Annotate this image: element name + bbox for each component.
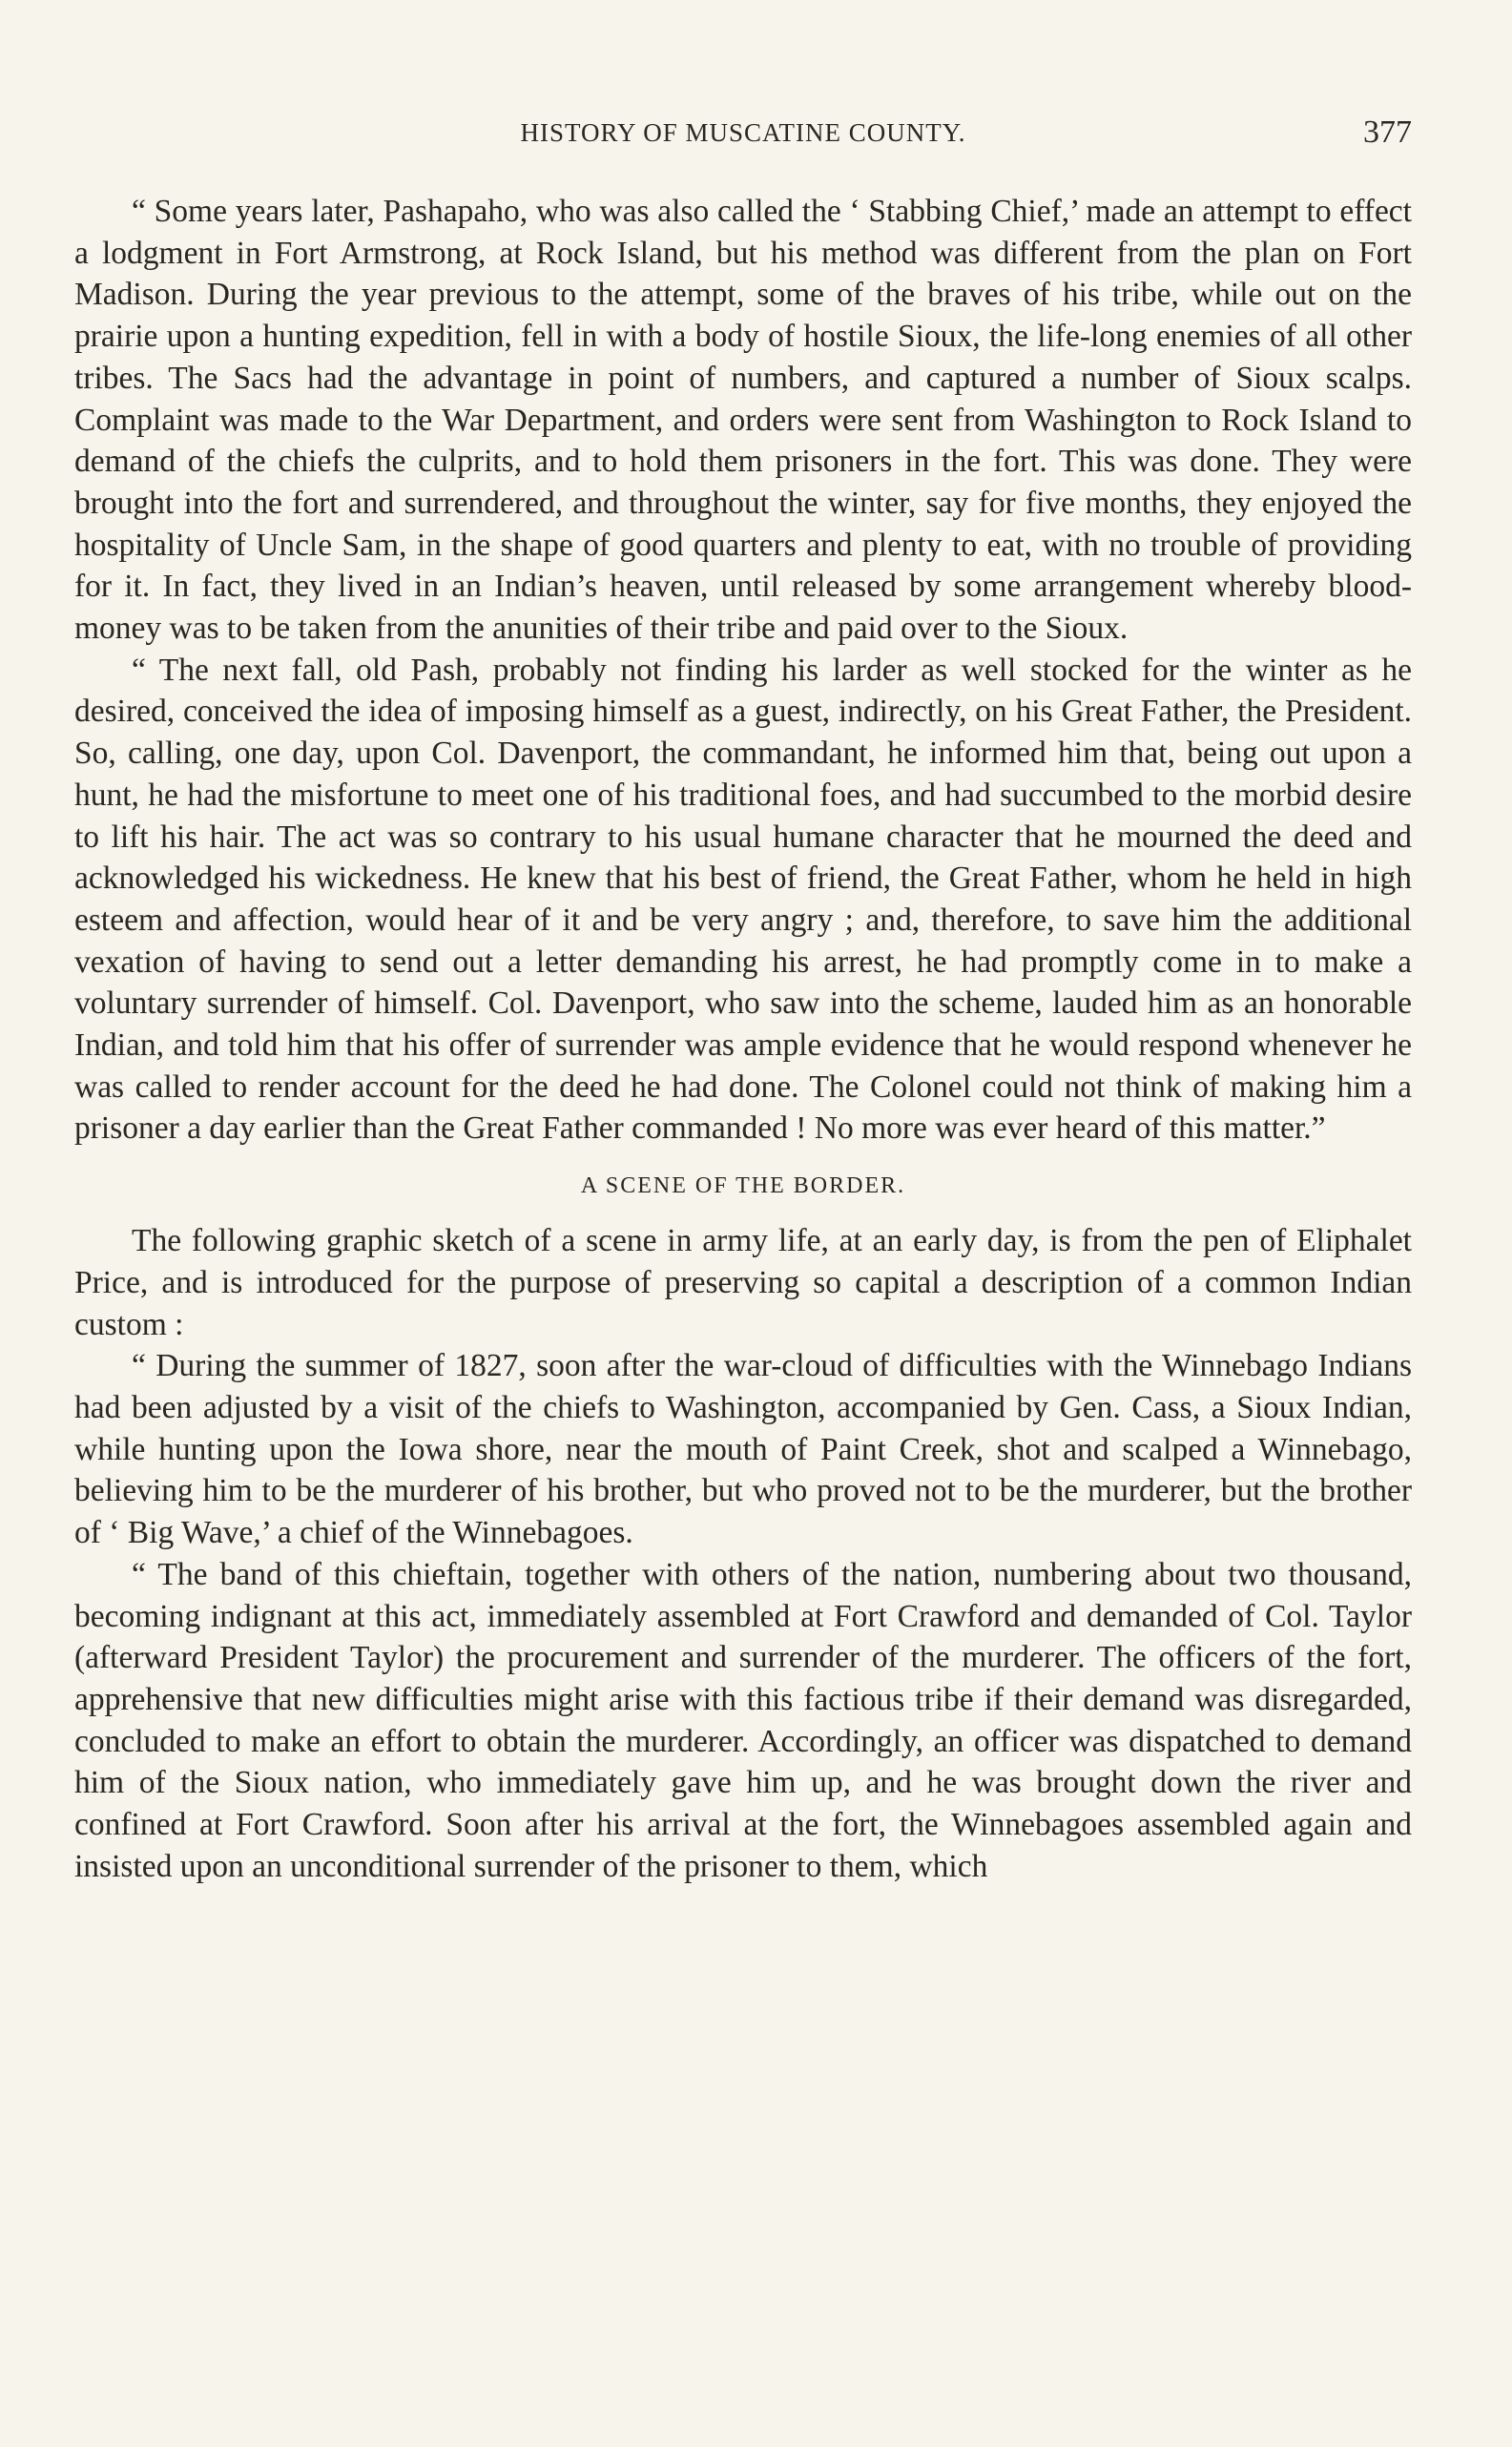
page-number: 377	[1363, 114, 1412, 150]
page-body	[74, 191, 1412, 1887]
paragraph: “ During the summer of 1827, soon after the war-cloud of difficulties with the Winnebago Indians had been adjusted by a visit of the chiefs to Washington, accompanied by Gen. Cass, a Sioux Indian, while hunting upon the Iowa shore, near the mouth of Paint Creek, shot and scalped a Winnebago, believing him to be the murderer of his brother, but who proved not to be the murderer, but the brother of ‘ Big Wave,’ a chief of the Winnebagoes.	[74, 1348, 1412, 1551]
paragraph: The following graphic sketch of a scene in army life, at an early day, is from the pen of Eliphalet Price, and is introduced for the purpose of preserving so capital a description of a common Indian custom :	[74, 1223, 1412, 1342]
book-page	[74, 0, 1412, 2447]
running-title: HISTORY OF MUSCATINE COUNTY.	[520, 118, 966, 147]
page-header	[74, 114, 1412, 162]
section-heading: A SCENE OF THE BORDER.	[580, 1173, 906, 1199]
paragraph: “ The next fall, old Pash, probably not finding his larder as well stocked for the winter as he desired, conceived the idea of imposing himself as a guest, indirectly, on his Great Father, the President. So, calling, one day, upon Col. Davenport, the commandant, he informed him that, being out upon a hunt, he had the misfortune to meet one of his traditional foes, and had succumbed to the morbid desire to lift his hair. The act was so contrary to his usual humane character that he mourned the deed and acknowledged his wickedness. He knew that his best of friend, the Great Father, whom he held in high esteem and affection, would hear of it and be very angry ; and, therefore, to save him the additional vexation of having to send out a letter demanding his arrest, he had promptly come in to make a voluntary surrender of himself. Col. Davenport, who saw into the scheme, lauded him as an honorable Indian, and told him that his offer of surrender was ample evidence that he would respond whenever he was called to render account for the deed he had done. The Colonel could not think of making him a prisoner a day earlier than the Great Father commanded ! No more was ever heard of this matter.”	[74, 652, 1412, 1147]
paragraph: “ The band of this chieftain, together with others of the nation, numbering about two thousand, becoming indignant at this act, immediately assembled at Fort Crawford and demanded of Col. Taylor (afterward President Taylor) the procurement and surrender of the murderer. The officers of the fort, apprehensive that new difficulties might arise with this factious tribe if their demand was disregarded, concluded to make an effort to obtain the murderer. Accordingly, an officer was dispatched to demand him of the Sioux nation, who immediately gave him up, and he was brought down the river and confined at Fort Crawford. Soon after his arrival at the fort, the Winnebagoes assembled again and insisted upon an unconditional surrender of the prisoner to them, which	[74, 1556, 1412, 1884]
paragraph: “ Some years later, Pashapaho, who was also called the ‘ Stabbing Chief,’ made an attempt to effect a lodgment in Fort Armstrong, at Rock Island, but his method was different from the plan on Fort Madison. During the year previous to the attempt, some of the braves of his tribe, while out on the prairie upon a hunting expedition, fell in with a body of hostile Sioux, the life-long enemies of all other tribes. The Sacs had the advantage in point of numbers, and captured a number of Sioux scalps. Complaint was made to the War Department, and orders were sent from Washington to Rock Island to demand of the chiefs the culprits, and to hold them prisoners in the fort. This was done. They were brought into the fort and surrendered, and throughout the winter, say for five months, they enjoyed the hospitality of Uncle Sam, in the shape of good quarters and plenty to eat, with no trouble of providing for it. In fact, they lived in an Indian’s heaven, until released by some arrangement whereby blood-money was to be taken from the anunities of their tribe and paid over to the Sioux.	[74, 194, 1412, 647]
